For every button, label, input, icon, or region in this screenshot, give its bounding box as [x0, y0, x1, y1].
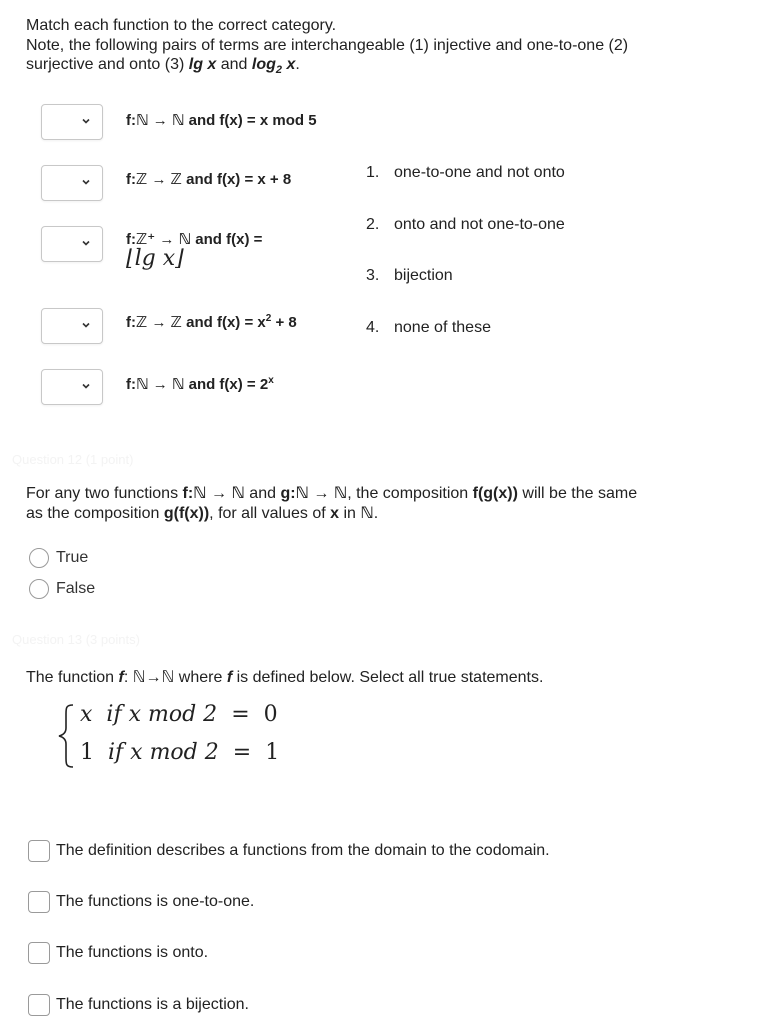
radio-true-label: True	[56, 549, 89, 566]
chevron-down-icon	[82, 382, 90, 390]
statement-3[interactable]	[28, 942, 208, 964]
match-select-3[interactable]	[41, 226, 103, 262]
chevron-down-icon	[82, 321, 90, 329]
question-13-header: Question 13 (3 points)	[12, 632, 140, 647]
match-item-5: f:ℕ → ℕ and $f(x) = 2^x$	[126, 375, 274, 393]
radio-true[interactable]	[29, 547, 88, 569]
statement-2-label: The functions is one-to-one.	[56, 893, 255, 910]
radio-false[interactable]	[29, 578, 95, 600]
statement-4-label: The functions is a bijection.	[56, 996, 249, 1013]
statement-2[interactable]	[28, 891, 254, 913]
instruction-line-1: Match each function to the correct category.	[26, 17, 337, 34]
instruction-line-2: Note, the following pairs of terms are interchangeable (1) injective and one-to-one (2)	[26, 36, 629, 54]
question-12-header: Question 12 (1 point)	[12, 452, 134, 467]
log2-x-term: $\log_2 x$	[251, 56, 296, 77]
checkbox[interactable]	[28, 840, 50, 862]
option-4: 4. none of these	[366, 319, 491, 336]
option-2: 2. onto and not one-to-one	[366, 216, 565, 233]
statement-1-label: The definition describes a functions from the domain to the codomain.	[56, 842, 550, 859]
option-3: 3. bijection	[366, 267, 453, 284]
option-1: 1. one-to-one and not onto	[366, 164, 565, 181]
match-item-3: f:ℤ⁺ → ℕ and f(x) =	[126, 231, 263, 248]
checkbox[interactable]	[28, 891, 50, 913]
piecewise-case-2: 1 if x mod 2 = 1	[80, 740, 280, 765]
statement-1[interactable]	[28, 840, 550, 862]
function-question-prompt: The function f: ℕ→ℕ where f is defined below. Select all true statements.	[26, 669, 544, 686]
chevron-down-icon	[82, 178, 90, 186]
chevron-down-icon	[82, 117, 90, 125]
checkbox[interactable]	[28, 994, 50, 1016]
lg-x-term: lg x	[188, 56, 217, 73]
match-item-4: f:ℤ → ℤ and $f(x) = x^2 + 8$	[126, 313, 297, 331]
composition-question: For any two functions f:ℕ → ℕ and g:ℕ → ℕ, the composition f(g(x)) will be the same as the composition g(f(x)), for all values of x in ℕ.	[26, 485, 638, 522]
match-select-5[interactable]	[41, 369, 103, 405]
match-item-1: f:ℕ → ℕ and f(x) = x mod 5	[126, 112, 317, 129]
statement-4[interactable]	[28, 994, 249, 1016]
statement-3-label: The functions is onto.	[56, 944, 209, 961]
checkbox[interactable]	[28, 942, 50, 964]
floor-lg-x: ⌊lg x⌋	[126, 246, 184, 271]
radio-circle[interactable]	[29, 548, 49, 568]
left-brace	[56, 702, 76, 770]
instruction-line-3: surjective and onto (3) lg x and $\log_2 x$.	[26, 56, 300, 77]
radio-false-label: False	[56, 580, 96, 597]
match-item-2: f:ℤ → ℤ and f(x) = x + 8	[126, 171, 292, 188]
piecewise-case-1: x if x mod 2 = 0	[80, 702, 278, 727]
chevron-down-icon	[82, 239, 90, 247]
match-select-4[interactable]	[41, 308, 103, 344]
match-select-2[interactable]	[41, 165, 103, 201]
match-select-1[interactable]	[41, 104, 103, 140]
matching-instructions	[26, 16, 726, 81]
radio-circle[interactable]	[29, 579, 49, 599]
